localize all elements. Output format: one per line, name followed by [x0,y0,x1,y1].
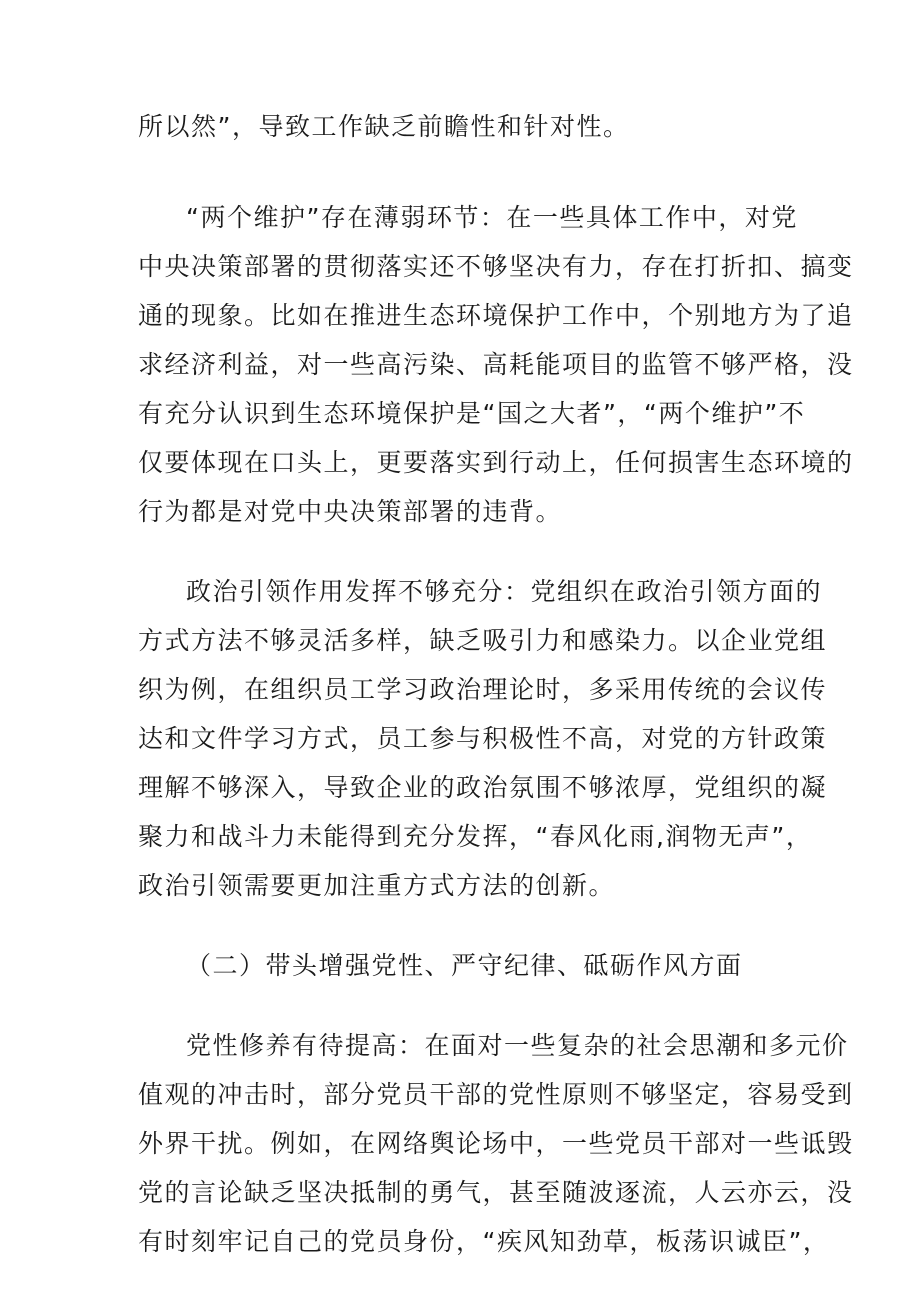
paragraph-2-line-7: 行为都是对党中央决策部署的违背。 [138,497,563,526]
paragraph-2-line-4: 求经济利益，对一些高污染、高耗能项目的监管不够严格，没 [138,350,854,379]
paragraph-2-line-2: 中央决策部署的贯彻落实还不够坚决有力，存在打折扣、搞变 [138,252,854,281]
paragraph-3-line-2: 方式方法不够灵活多样，缺乏吸引力和感染力。以企业党组 [138,626,828,655]
paragraph-3-line-3: 织为例，在组织员工学习政治理论时，多采用传统的会议传 [138,675,828,704]
paragraph-3-line-1: 政治引领作用发挥不够充分：党组织在政治引领方面的 [186,577,823,606]
section-heading: （二）带头增强党性、严守纪律、砥砺作风方面 [186,951,743,980]
paragraph-2-line-5: 有充分认识到生态环境保护是“国之大者”，“两个维护”不 [138,399,806,428]
paragraph-4-line-1: 党性修养有待提高：在面对一些复杂的社会思潮和多元价 [186,1031,849,1060]
paragraph-1-line-1: 所以然”，导致工作缺乏前瞻性和针对性。 [138,112,630,141]
paragraph-4-line-4: 党的言论缺乏坚决抵制的勇气，甚至随波逐流，人云亦云，没 [138,1178,854,1207]
paragraph-2-line-1: “两个维护”存在薄弱环节：在一些具体工作中，对党 [186,203,798,232]
paragraph-3-line-7: 政治引领需要更加注重方式方法的创新。 [138,871,616,900]
paragraph-4-line-5: 有时刻牢记自己的党员身份，“疾风知劲草，板荡识诚臣”， [138,1227,830,1256]
paragraph-2-line-6: 仅要体现在口头上，更要落实到行动上，任何损害生态环境的 [138,448,854,477]
paragraph-3-line-4: 达和文件学习方式，员工参与积极性不高，对党的方针政策 [138,724,828,753]
paragraph-3-line-6: 聚力和战斗力未能得到充分发挥，“春风化雨,润物无声”， [138,822,813,851]
paragraph-4-line-3: 外界干扰。例如，在网络舆论场中，一些党员干部对一些诋毁 [138,1129,854,1158]
paragraph-3-line-5: 理解不够深入，导致企业的政治氛围不够浓厚，党组织的凝 [138,773,828,802]
paragraph-4-line-2: 值观的冲击时，部分党员干部的党性原则不够坚定，容易受到 [138,1080,854,1109]
paragraph-2-line-3: 通的现象。比如在推进生态环境保护工作中，个别地方为了追 [138,301,854,330]
